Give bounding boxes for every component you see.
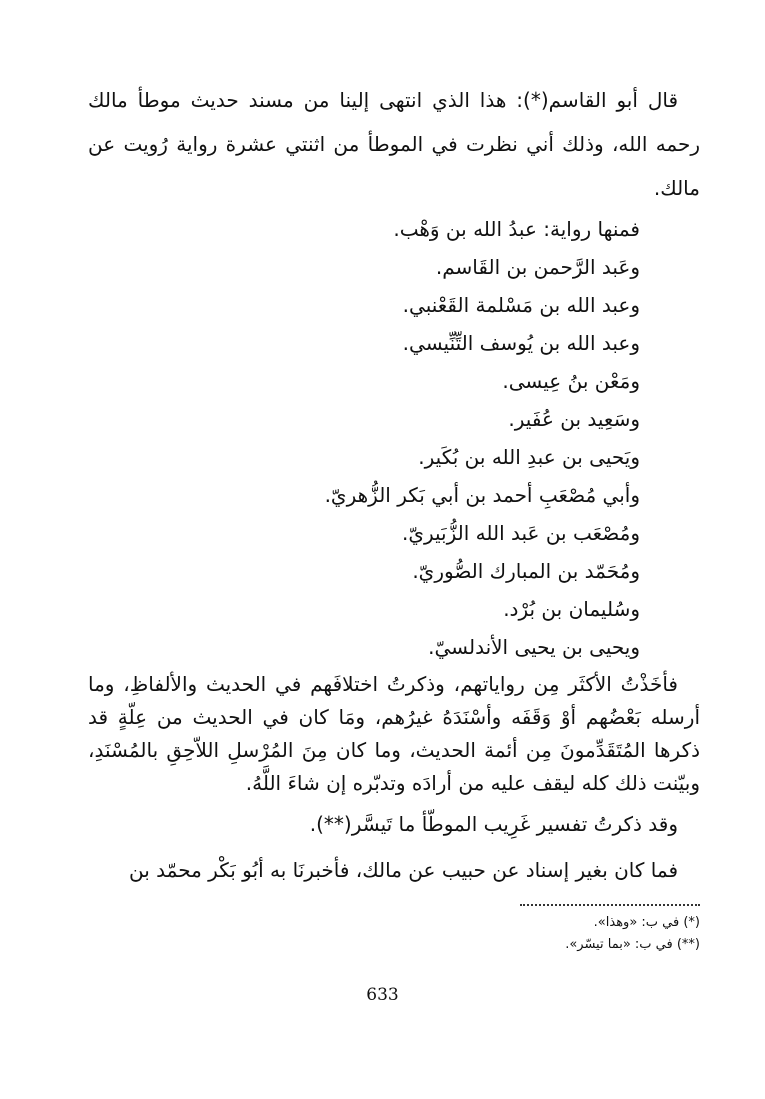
list-item: ومُحَمّد بن المبارك الصُّوريّ. xyxy=(412,559,640,583)
list-item: فمنها رواية: عبدُ الله بن وَهْب. xyxy=(393,217,640,241)
narrators-list xyxy=(88,210,700,666)
footnote: (*) في ب: «وهذا». xyxy=(593,915,700,930)
list-item: وسَعِيد بن عُفَير. xyxy=(508,407,640,431)
list-item: وعَبد الرَّحمن بن القَاسم. xyxy=(435,255,640,279)
list-item: ومُصْعَب بن عَبد الله الزُّبَيريّ. xyxy=(401,521,640,545)
footnotes xyxy=(400,912,700,956)
list-item: ومَعْن بنُ عِيسى. xyxy=(502,369,640,393)
method-paragraph: فأخَذْتُ الأكثَر مِن رواياتهم، وذكرتُ اختلافَهم في الحديث والألفاظِ، وما أرسله بَعْضُهم أوْ وَقَفَه وأسْنَدَهُ غيرُهم، ومَا كان في الحديث من عِلّةٍ قد ذكرها المُتَقَدِّمونَ مِن أئمة الحديث، وما كان مِنَ المُرْسلِ اللاّحِقِ بالمُسْنَدِ، وبيّنت ذلك كله ليقف عليه من أرادَه وتدبّره إن شاءَ اللَّهُ. xyxy=(88,672,700,795)
footnote: (**) في ب: «بما تيسّر». xyxy=(565,937,700,952)
list-item: ويحيى بن يحيى الأندلسيّ. xyxy=(428,635,640,659)
list-item: ويَحيى بن عبدِ الله بن بُكَير. xyxy=(418,445,640,469)
closing-paragraph: فما كان بغير إسناد عن حبيب عن مالك، فأخبرنَا به أبُو بَكْر محمّد بن xyxy=(128,858,678,882)
list-item: وعبد الله بن مَسْلمة القَعْنبي. xyxy=(402,293,640,317)
footnote-separator xyxy=(520,904,700,906)
list-item: وعبد الله بن يُوسف التِّنِّيسي. xyxy=(402,331,640,355)
list-item: وأبي مُصْعَبِ أحمد بن أبي بَكر الزُّهريّ. xyxy=(324,483,640,507)
intro-paragraph: قال أبو القاسم(*): هذا الذي انتهى إلينا من مسند حديث موطأ مالك رحمه الله، وذلك أني نظرت في الموطأ من اثنتي عشرة رواية رُويت عن مالك. xyxy=(88,88,700,200)
page-number: 633 xyxy=(366,985,399,1005)
page-body xyxy=(88,78,700,890)
gharib-paragraph: وقد ذكرتُ تفسير غَرِيب الموطّأ ما تَيسَّر(**). xyxy=(309,812,678,836)
list-item: وسُليمان بن بُرْد. xyxy=(503,597,640,621)
